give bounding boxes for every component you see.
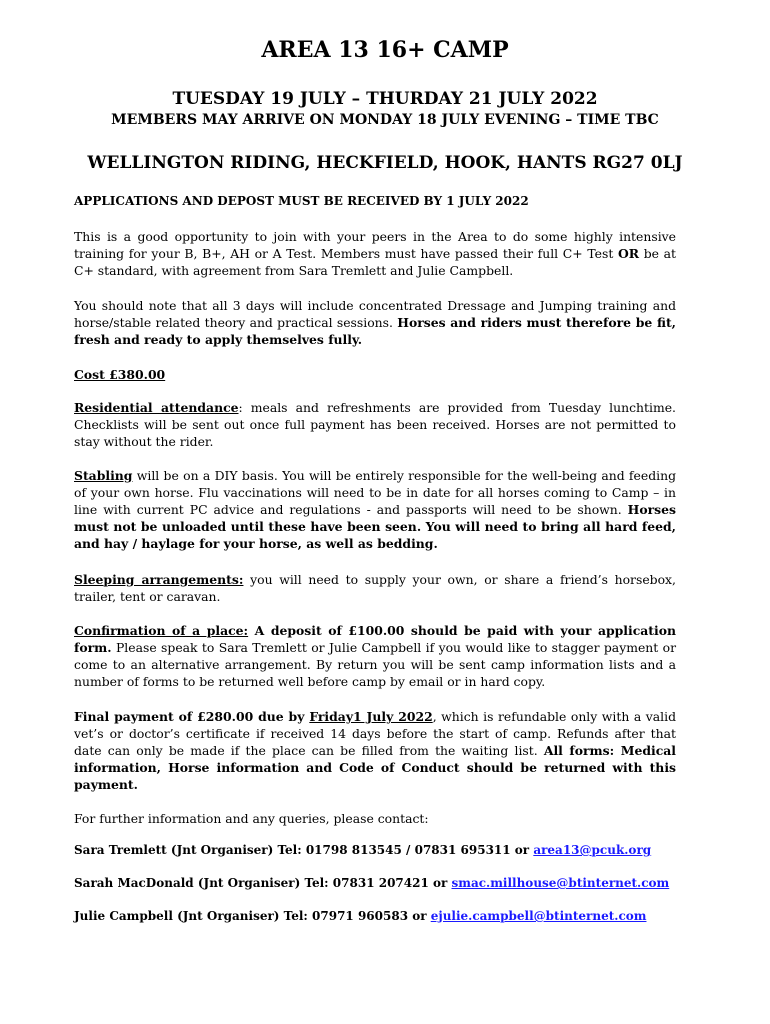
final-payment-paragraph xyxy=(74,708,676,793)
contact-text: Sara Tremlett (Jnt Organiser) Tel: 01798 813545 / 07831 695311 or xyxy=(74,843,534,857)
final-bold-end: All forms: Medical information, Horse information and Code of Conduct should be returned with this payment. xyxy=(74,743,676,792)
event-dates: TUESDAY 19 JULY – THURDAY 21 JULY 2022 xyxy=(172,89,598,109)
note-bold: Horses and riders must therefore be fit, fresh and ready to apply themselves fully. xyxy=(74,315,676,347)
final-bold-start: Final payment of £280.00 due by xyxy=(74,709,310,724)
residential-paragraph xyxy=(74,399,676,450)
application-deadline: APPLICATIONS AND DEPOST MUST BE RECEIVED BY 1 JULY 2022 xyxy=(74,194,529,208)
intro-text-before: This is a good opportunity to join with your peers in the Area to do some highly intensive training for your B, B+, AH or A Test. Members must have passed their full C+ Test xyxy=(74,229,676,261)
cost-line: Cost £380.00 xyxy=(74,367,166,382)
training-note-paragraph xyxy=(74,297,676,348)
final-date: Friday1 July 2022 xyxy=(309,709,433,724)
sleeping-text: you will need to supply your own, or share a friend’s horsebox, trailer, tent or caravan. xyxy=(74,572,676,604)
contact-julie-campbell xyxy=(74,909,646,923)
stabling-text: will be on a DIY basis. You will be entirely responsible for the well-being and feeding of your own horse. Flu vaccinations will need to be in date for all horses coming to Camp – in line with current PC advice and regulations - and passports will need to be shown. xyxy=(74,468,676,517)
final-text: , which is refundable only with a valid vet’s or doctor’s certificate if received 14 days before the start of camp. Refunds after that date can only be made if the place can be filled from the waiting list. xyxy=(74,709,676,758)
contact-text: Julie Campbell (Jnt Organiser) Tel: 07971 960583 or xyxy=(74,909,431,923)
arrival-note: MEMBERS MAY ARRIVE ON MONDAY 18 JULY EVENING – TIME TBC xyxy=(111,112,659,128)
residential-text: : meals and refreshments are provided from Tuesday lunchtime. Checklists will be sent out once full payment has been received. Horses are not permitted to stay without the rider. xyxy=(74,400,676,449)
stabling-bold: Horses must not be unloaded until these have been seen. You will need to bring all hard feed, and hay / haylage for your horse, as well as bedding. xyxy=(74,502,676,551)
contact-email-link[interactable]: smac.millhouse@btinternet.com xyxy=(451,876,670,890)
stabling-heading: Stabling xyxy=(74,468,133,483)
intro-paragraph xyxy=(74,228,676,279)
contact-text: Sarah MacDonald (Jnt Organiser) Tel: 07831 207421 or xyxy=(74,876,452,890)
contact-sarah-macdonald xyxy=(74,876,669,890)
stabling-paragraph xyxy=(74,467,676,552)
further-info-line: For further information and any queries, please contact: xyxy=(74,811,429,826)
page-title: AREA 13 16+ CAMP xyxy=(261,37,509,63)
confirmation-heading: Confirmation of a place: xyxy=(74,623,249,638)
confirmation-paragraph xyxy=(74,622,676,690)
sleeping-paragraph xyxy=(74,571,676,605)
note-text: You should note that all 3 days will include concentrated Dressage and Jumping training and horse/stable related theory and practical sessions. xyxy=(74,298,676,330)
contact-sara-tremlett xyxy=(74,843,651,857)
contact-email-link[interactable]: ejulie.campbell@btinternet.com xyxy=(430,909,647,923)
intro-text-after: be at C+ standard, with agreement from Sara Tremlett and Julie Campbell. xyxy=(74,246,677,278)
contact-email-link[interactable]: area13@pcuk.org xyxy=(533,843,652,857)
intro-or: OR xyxy=(617,246,640,261)
sleeping-heading: Sleeping arrangements: xyxy=(74,572,244,587)
residential-heading: Residential attendance xyxy=(74,400,239,415)
confirmation-text: Please speak to Sara Tremlett or Julie Campbell if you would like to stagger payment or come to an alternative arrangement. By return you will be sent camp information lists and a number of forms to be returned well before camp by email or in hard copy. xyxy=(74,640,676,689)
venue-address: WELLINGTON RIDING, HECKFIELD, HOOK, HANTS RG27 0LJ xyxy=(87,153,683,173)
confirmation-bold: A deposit of £100.00 should be paid with your application form. xyxy=(74,623,676,655)
